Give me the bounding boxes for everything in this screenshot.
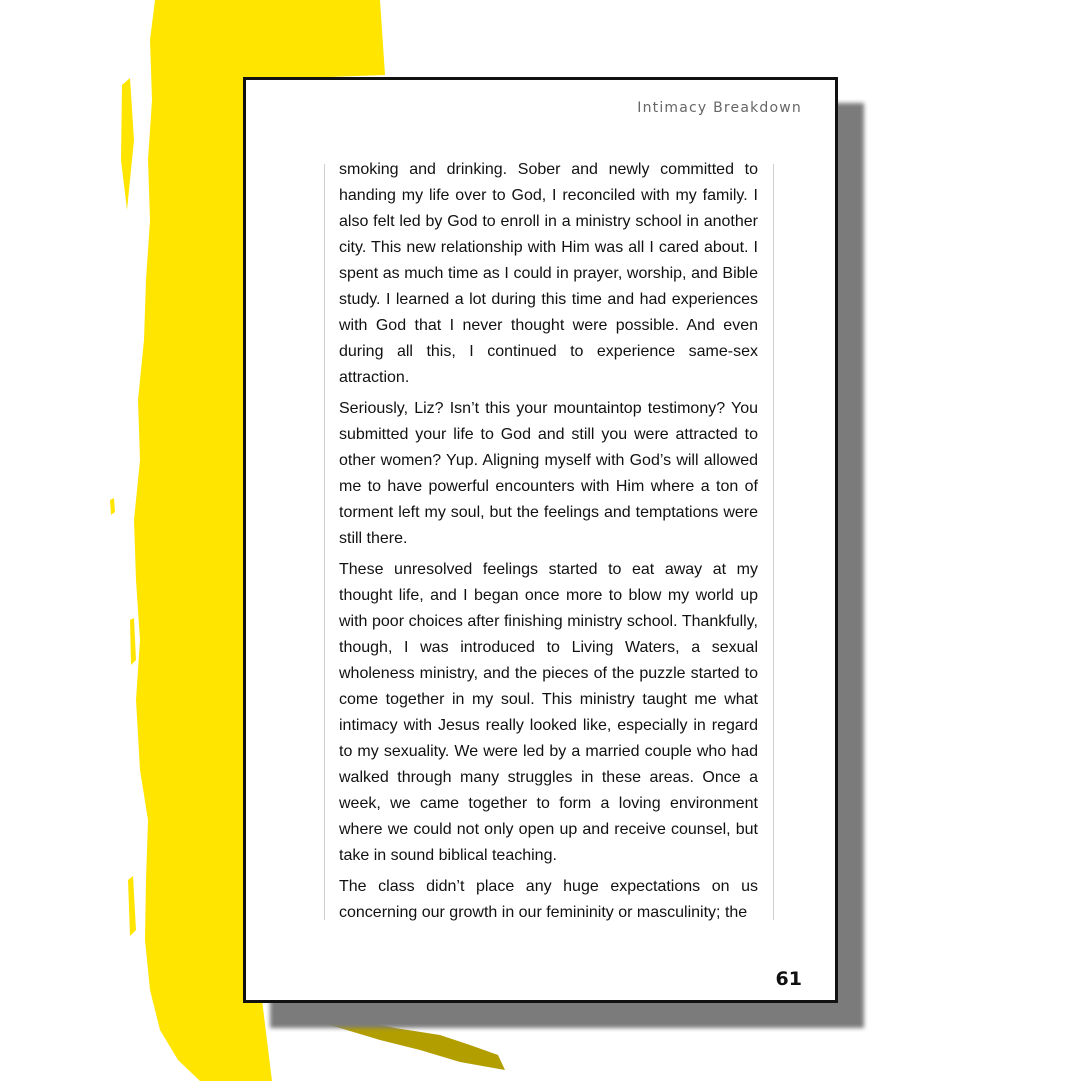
paragraph: The class didn’t place any huge expectations on us concerning our growth in our femininity or masculinity; the [339,878,758,921]
paint-fleck [128,876,136,936]
paragraph: smoking and drinking. Sober and newly committed to handing my life over to God, I reconciled with my family. I also felt led by God to enroll in a ministry school in another city. This new relationship with Him was all I cared about. I spent as much time as I could in prayer, worship, and Bible study. I learned a lot during this time and had experiences with God that I never thought were possible. And even during all this, I continued to experience same-sex attraction. [339,161,758,386]
paint-fleck [121,78,134,210]
body-text-block [324,161,774,921]
paragraph: These unresolved feelings started to eat away at my thought life, and I began once more to blow my world up with poor choices after finishing ministry school. Thankfully, though, I was introduced to Living Waters, a sexual wholeness ministry, and the pieces of the puzzle started to come together in my soul. This ministry taught me what intimacy with Jesus really looked like, especially in regard to my sexuality. We were led by a married couple who had walked through many struggles in these areas. Once a week, we came together to form a loving environment where we could not only open up and receive counsel, but take in sound biblical teaching. [339,561,758,864]
paragraph: Seriously, Liz? Isn’t this your mountaintop testimony? You submitted your life to God and still you were attracted to other women? Yup. Aligning myself with God’s will allowed me to have powerful encounters with Him where a ton of torment left my soul, but the feelings and temptations were still there. [339,400,758,547]
running-head: Intimacy Breakdown [637,100,802,116]
paint-fleck [130,618,136,665]
paint-fleck [110,498,115,515]
book-page [243,77,838,1003]
page-number: 61 [775,968,802,990]
body-text [339,157,758,931]
